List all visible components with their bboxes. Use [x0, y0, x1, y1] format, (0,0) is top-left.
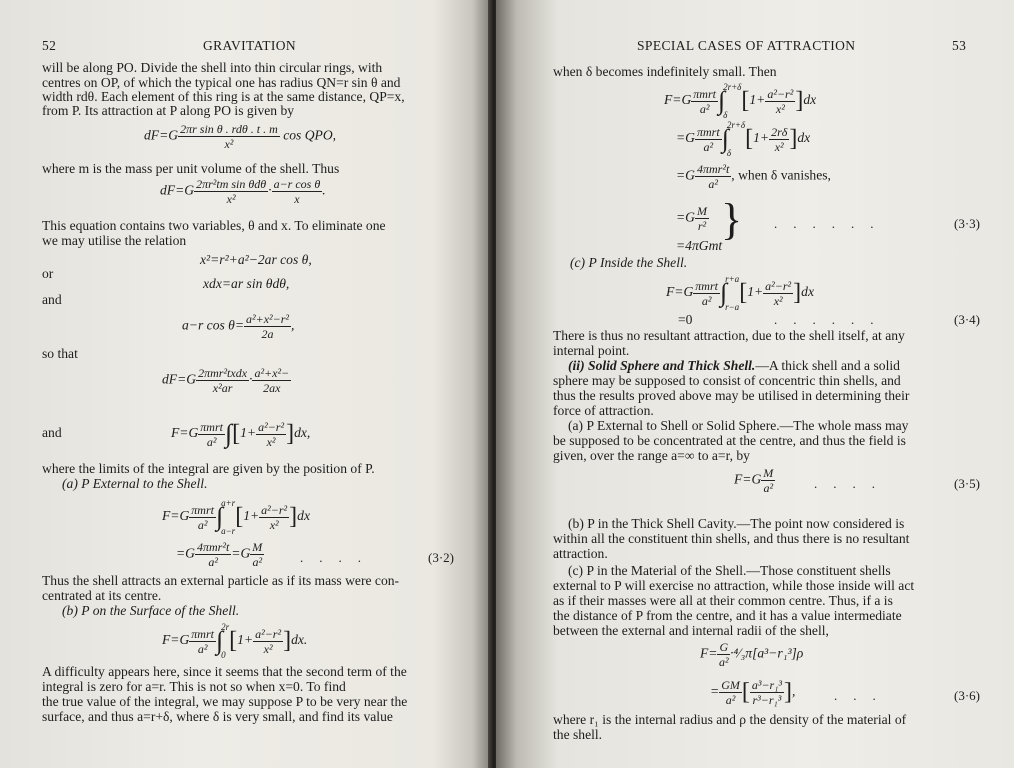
section-ii-line: (ii) Solid Sphere and Thick Shell.—A thick shell and a solid [568, 358, 900, 373]
equation-3: =G $\frac{\text{4πmr²t}}{\text{a²}}$ , when δ vanishes, [676, 162, 831, 191]
text-line: from P. Its attraction at P along PO is given by [42, 103, 295, 118]
equation-4: =G $\frac{M}{\text{r²}}$ [676, 204, 707, 233]
equation-1: dF=G $\frac{\text{2πr sin θ . rdθ . t . m}}{\text{x²}}$ cos QPO, [144, 122, 337, 151]
text-line: Thus the shell attracts an external particle as if its mass were con- [42, 573, 400, 588]
running-head-left: GRAVITATION [203, 38, 297, 53]
section-ii-title: (ii) Solid Sphere and Thick Shell. [568, 358, 756, 373]
text-line: (b) P in the Thick Shell Cavity.—The point now considered is [568, 516, 905, 531]
text-line: where the limits of the integral are given by the position of P. [42, 461, 375, 476]
text-line: This equation contains two variables, θ and x. To eliminate one [42, 218, 386, 233]
text-line: centrated at its centre. [42, 588, 162, 603]
dot-leader: ... [834, 688, 892, 703]
case-b-heading: (b) P on the Surface of the Shell. [62, 603, 240, 618]
equation-5: a−r cos θ= $\frac{\text{a²+x²−r²}}{2a}$ , [182, 312, 295, 341]
text-line: sphere may be supposed to consist of concentric thin shells, and [553, 373, 901, 388]
left-page [0, 0, 492, 768]
text-line: be supposed to be concentrated at the centre, and thus the field is [553, 433, 906, 448]
dot-leader: .... [814, 476, 891, 491]
equation-label-3-3: (3·3) [954, 216, 980, 231]
equation-label-3-4: (3·4) [954, 312, 980, 327]
equation-10: = $\frac{GM}{\text{a²}}$ [ $\frac{\text{a³−r₁³}}{\text{r³−r₁³}}$ ], [710, 678, 796, 707]
running-head-right: SPECIAL CASES OF ATTRACTION [637, 38, 856, 53]
dot-leader: .... [300, 550, 377, 565]
text-line: where r₁ is the internal radius and ρ the density of the material of [553, 712, 907, 727]
equation-2: dF=G $\frac{\text{2πr²tm sin θdθ}}{\text{x²}}$ · $\frac{\text{a−r cos θ}}{x}$ . [160, 177, 326, 206]
equation-2: =G $\frac{\text{πmrt}}{\text{a²}}$ ∫ 2r+δ δ [1+ $\frac{2r\delta}{\text{x²}}$ ]dx [676, 120, 811, 158]
equation-9: F= $\frac{G}{\text{a²}}$ ·⁴⁄₃π[a³−r₁³]ρ [700, 640, 804, 669]
text-line: given, over the range a=∞ to a=r, by [553, 448, 750, 463]
text-line: width rdθ. Each element of this ring is at the same distance, QP=x, [42, 89, 405, 104]
page-number-left: 52 [42, 38, 57, 53]
text-line: external to P will exercise no attraction, while those inside will act [553, 578, 915, 593]
equation-4: xdx=ar sin θdθ, [203, 276, 290, 291]
text-line: attraction. [553, 546, 608, 561]
text-line: A difficulty appears here, since it seems that the second term of the [42, 664, 407, 679]
equation-7: F=G $\frac{\text{πmrt}}{\text{a²}}$ ∫[1+ $\frac{\text{a²−r²}}{\text{x²}}$ ]dx, [171, 419, 311, 449]
text-line: thus the results proved above may be utilised in determining their [553, 388, 910, 403]
dot-leader: ...... [774, 312, 890, 327]
text-line: within all the constituent thin shells, and thus there is no resultant [553, 531, 910, 546]
equation-label-3-2: (3·2) [428, 550, 454, 565]
equation-label-3-6: (3·6) [954, 688, 980, 703]
text-line: will be along PO. Divide the shell into thin circular rings, with [42, 60, 383, 75]
word-or: or [42, 266, 54, 281]
equation-7: =0 [678, 312, 693, 327]
brace: } [721, 195, 743, 244]
right-page [496, 0, 1014, 768]
equation-6: dF=G $\frac{\text{2πmr²txdx}}{\text{x²ar}}$ · $\frac{\text{a²+x²−}}{2ax}$ [162, 366, 290, 395]
text-line: as if their masses were all at their common centre. Thus, if a is [553, 593, 893, 608]
equation-8: F=G $\frac{\text{πmrt}}{\text{a²}}$ ∫ a+r a−r [1+ $\frac{\text{a²−r²}}{\text{x²}}$ ]dx [162, 498, 310, 536]
equation-5: =4πGmt [676, 238, 723, 253]
equation-9: =G $\frac{\text{4πmr²t}}{\text{a²}}$ =G $\frac{M}{\text{a²}}$ [176, 540, 263, 569]
equation-1: F=G $\frac{\text{πmrt}}{\text{a²}}$ ∫ 2r+δ δ [1+ $\frac{\text{a²−r²}}{\text{x²}}$ ]dx [664, 82, 817, 120]
text-line: integral is zero for a=r. This is not so when x=0. To find [42, 679, 346, 694]
equation-10: F=G $\frac{\text{πmrt}}{\text{a²}}$ ∫ 2r 0 [1+ $\frac{\text{a²−r²}}{\text{x²}}$ ]dx. [162, 622, 308, 660]
text-line: between the external and internal radii of the shell, [553, 623, 829, 638]
text-line: internal point. [553, 343, 630, 358]
text-line: the true value of the integral, we may suppose P to be very near the [42, 694, 408, 709]
text-line: the distance of P from the centre, and it has a value intermediate [553, 608, 902, 623]
word-so-that: so that [42, 346, 78, 361]
text-line: surface, and thus a=r+δ, where δ is very small, and find its value [42, 709, 393, 724]
dot-leader: ...... [774, 216, 890, 231]
case-c-heading: (c) P Inside the Shell. [570, 255, 688, 270]
text-line: we may utilise the relation [42, 233, 187, 248]
case-a-heading: (a) P External to the Shell. [62, 476, 208, 491]
equation-8: F=G $\frac{M}{\text{a²}}$ [734, 466, 774, 495]
text-line: (a) P External to Shell or Solid Sphere.—The whole mass may [568, 418, 909, 433]
page-number-right: 53 [952, 38, 967, 53]
text-line: force of attraction. [553, 403, 654, 418]
word-and: and [42, 292, 62, 307]
text-line: where m is the mass per unit volume of the shell. Thus [42, 161, 340, 176]
text-line: the shell. [553, 727, 603, 742]
text-line: when δ becomes indefinitely small. Then [553, 64, 777, 79]
equation-label-3-5: (3·5) [954, 476, 980, 491]
word-and: and [42, 425, 62, 440]
equation-3: x²=r²+a²−2ar cos θ, [200, 252, 312, 267]
equation-6: F=G $\frac{\text{πmrt}}{\text{a²}}$ ∫ r+a r−a [1+ $\frac{\text{a²−r²}}{\text{x²}}$ ]dx [666, 274, 814, 312]
text-line: (c) P in the Material of the Shell.—Those constituent shells [568, 563, 891, 578]
text-line: centres on OP, of which the typical one has radius QN=r sin θ and [42, 75, 401, 90]
text-line: There is thus no resultant attraction, due to the shell itself, at any [553, 328, 905, 343]
